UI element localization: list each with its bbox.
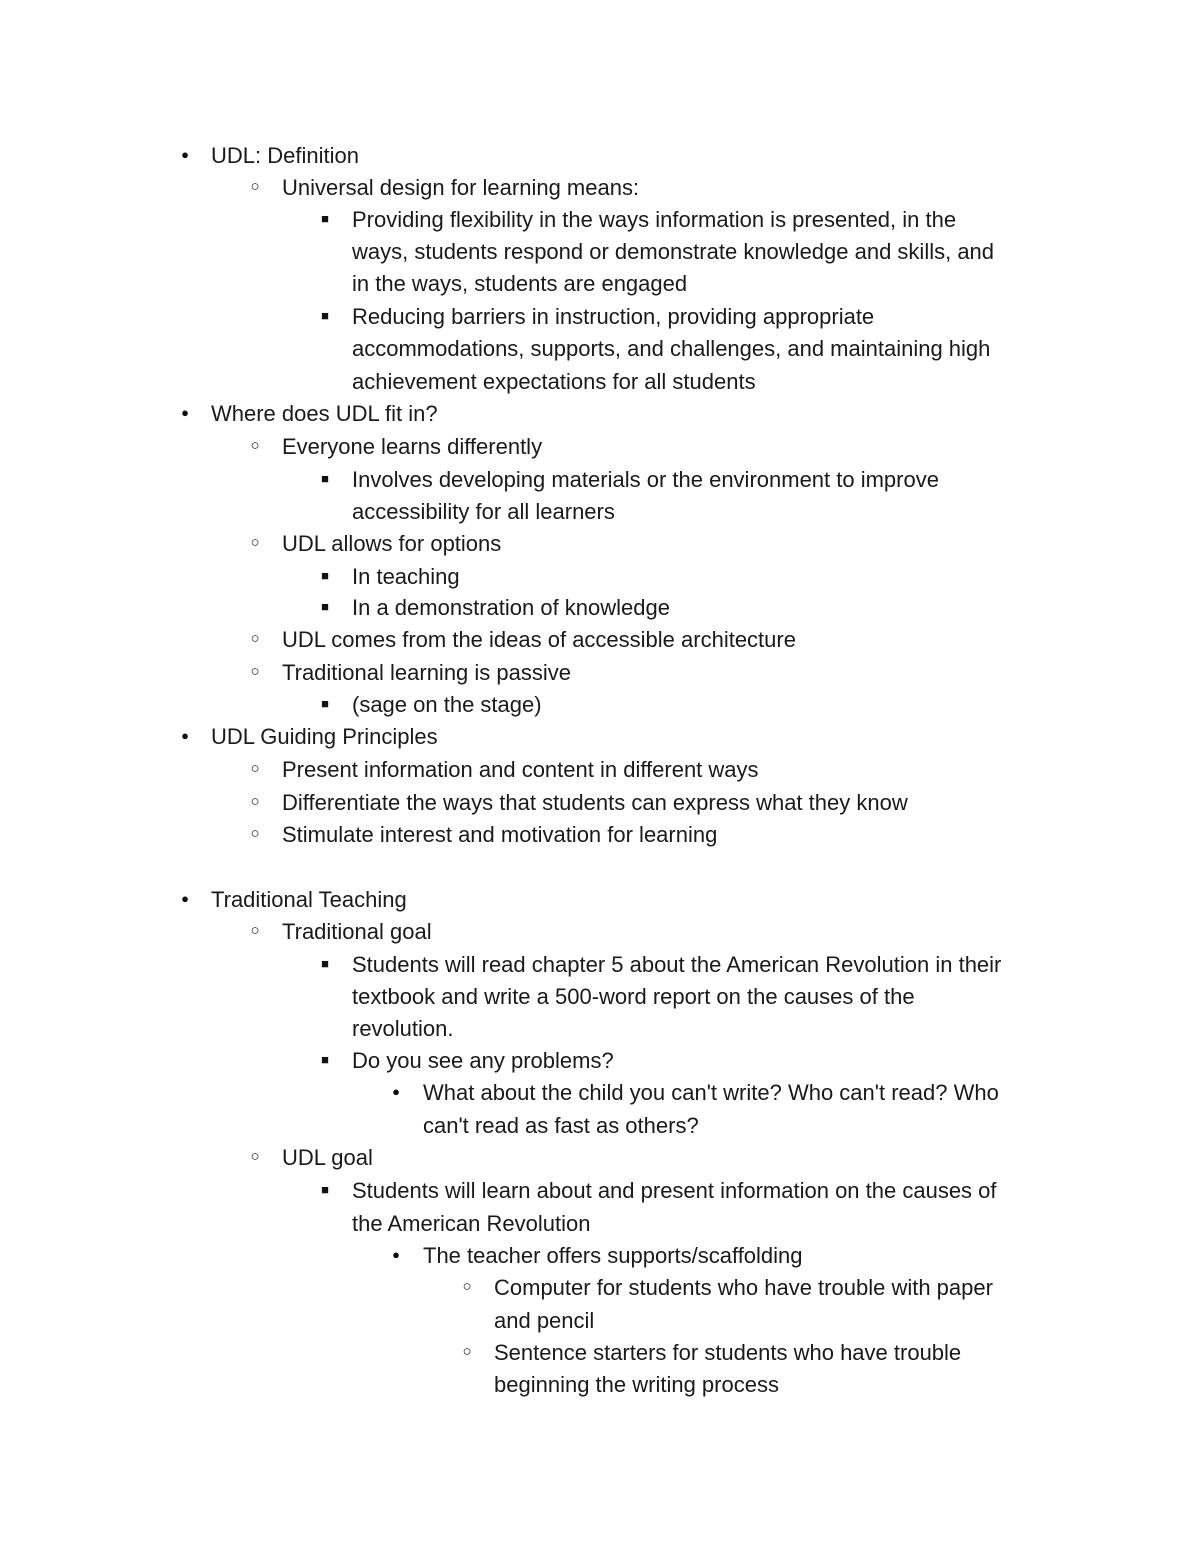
list-item-text: revolution.	[352, 1016, 454, 1041]
list-item-text: in the ways, students are engaged	[352, 271, 688, 296]
list-item	[0, 1077, 1200, 1109]
circle-bullet-icon	[456, 1272, 478, 1304]
list-item-text: achievement expectations for all students	[352, 369, 756, 394]
circle-bullet-icon	[244, 916, 266, 948]
circle-bullet-icon	[244, 1142, 266, 1174]
list-item	[0, 916, 1200, 948]
list-item-text: In teaching	[352, 564, 460, 589]
circle-bullet-icon	[244, 624, 266, 656]
circle-bullet-icon	[244, 431, 266, 463]
list-item	[0, 172, 1200, 204]
list-item-text: and pencil	[494, 1308, 595, 1333]
list-item-text: ways, students respond or demonstrate knowledge and skills, and	[352, 239, 995, 264]
list-item	[0, 884, 1200, 916]
list-item-continuation	[0, 981, 1200, 1013]
list-item-text: UDL comes from the ideas of accessible architecture	[282, 627, 796, 652]
square-bullet-icon	[314, 301, 336, 333]
heading-traditional-teaching: Traditional Teaching	[211, 887, 407, 912]
list-item-text: Differentiate the ways that students can express what they know	[282, 790, 908, 815]
list-item	[0, 1175, 1200, 1207]
list-item-continuation	[0, 1110, 1200, 1142]
heading-udl-definition: UDL: Definition	[211, 143, 359, 168]
square-bullet-icon	[314, 689, 336, 721]
square-bullet-icon	[314, 592, 336, 624]
list-item-continuation	[0, 1208, 1200, 1240]
list-item	[0, 398, 1200, 430]
circle-bullet-icon	[244, 819, 266, 851]
list-item-text: textbook and write a 500-word report on the causes of the	[352, 984, 915, 1009]
list-item-text: Involves developing materials or the environment to improve	[352, 467, 939, 492]
list-item-continuation	[0, 496, 1200, 528]
list-item-text: Everyone learns differently	[282, 434, 543, 459]
list-item	[0, 624, 1200, 656]
heading-guiding-principles: UDL Guiding Principles	[211, 724, 438, 749]
square-bullet-icon	[314, 204, 336, 236]
list-item-continuation	[0, 236, 1200, 268]
disc-bullet-icon	[385, 1240, 407, 1272]
list-item-text: the American Revolution	[352, 1211, 591, 1236]
list-item	[0, 1337, 1200, 1369]
list-item	[0, 721, 1200, 753]
square-bullet-icon	[314, 949, 336, 981]
list-item-continuation	[0, 1013, 1200, 1045]
list-item-text: accommodations, supports, and challenges, and maintaining high	[352, 336, 991, 361]
list-item	[0, 1142, 1200, 1174]
disc-bullet-icon	[174, 721, 196, 753]
list-item-text: Universal design for learning means:	[282, 175, 640, 200]
list-item	[0, 949, 1200, 981]
list-item-text: Traditional goal	[282, 919, 432, 944]
list-item-text: Do you see any problems?	[352, 1048, 614, 1073]
list-item	[0, 464, 1200, 496]
list-item-text: Present information and content in different ways	[282, 757, 759, 782]
list-item	[0, 787, 1200, 819]
list-item	[0, 1240, 1200, 1272]
list-item-text: Sentence starters for students who have trouble	[494, 1340, 962, 1365]
circle-bullet-icon	[244, 754, 266, 786]
list-item-text: Reducing barriers in instruction, providing appropriate	[352, 304, 875, 329]
square-bullet-icon	[314, 561, 336, 593]
list-item	[0, 431, 1200, 463]
list-item	[0, 657, 1200, 689]
disc-bullet-icon	[174, 398, 196, 430]
list-item	[0, 689, 1200, 721]
list-item-continuation	[0, 268, 1200, 300]
list-item-text: can't read as fast as others?	[423, 1113, 699, 1138]
list-item-text: beginning the writing process	[494, 1372, 779, 1397]
list-item-text: accessibility for all learners	[352, 499, 615, 524]
list-item-continuation	[0, 1369, 1200, 1401]
list-item-text: Traditional learning is passive	[282, 660, 571, 685]
list-item-text: Students will learn about and present information on the causes of	[352, 1178, 997, 1203]
list-item-text: In a demonstration of knowledge	[352, 595, 670, 620]
list-item-continuation	[0, 333, 1200, 365]
circle-bullet-icon	[456, 1337, 478, 1369]
list-item	[0, 819, 1200, 851]
list-item	[0, 754, 1200, 786]
list-item	[0, 140, 1200, 172]
disc-bullet-icon	[174, 884, 196, 916]
list-item-text: (sage on the stage)	[352, 692, 542, 717]
list-item-text: Students will read chapter 5 about the American Revolution in their	[352, 952, 1002, 977]
list-item-continuation	[0, 1305, 1200, 1337]
heading-where-fit: Where does UDL fit in?	[211, 401, 438, 426]
list-item-text: Providing flexibility in the ways information is presented, in the	[352, 207, 957, 232]
circle-bullet-icon	[244, 787, 266, 819]
list-item	[0, 204, 1200, 236]
list-item	[0, 301, 1200, 333]
list-item	[0, 1045, 1200, 1077]
circle-bullet-icon	[244, 528, 266, 560]
circle-bullet-icon	[244, 657, 266, 689]
circle-bullet-icon	[244, 172, 266, 204]
disc-bullet-icon	[385, 1077, 407, 1109]
square-bullet-icon	[314, 1045, 336, 1077]
list-item	[0, 528, 1200, 560]
list-item-text: UDL allows for options	[282, 531, 502, 556]
list-item-continuation	[0, 366, 1200, 398]
list-item	[0, 592, 1200, 624]
disc-bullet-icon	[174, 140, 196, 172]
square-bullet-icon	[314, 1175, 336, 1207]
list-item-text: The teacher offers supports/scaffolding	[423, 1243, 803, 1268]
list-item-text: Stimulate interest and motivation for learning	[282, 822, 718, 847]
list-item	[0, 1272, 1200, 1304]
list-item	[0, 561, 1200, 593]
list-item-text: What about the child you can't write? Who can't read? Who	[423, 1080, 999, 1105]
square-bullet-icon	[314, 464, 336, 496]
list-item-text: Computer for students who have trouble with paper	[494, 1275, 993, 1300]
list-item-text: UDL goal	[282, 1145, 373, 1170]
